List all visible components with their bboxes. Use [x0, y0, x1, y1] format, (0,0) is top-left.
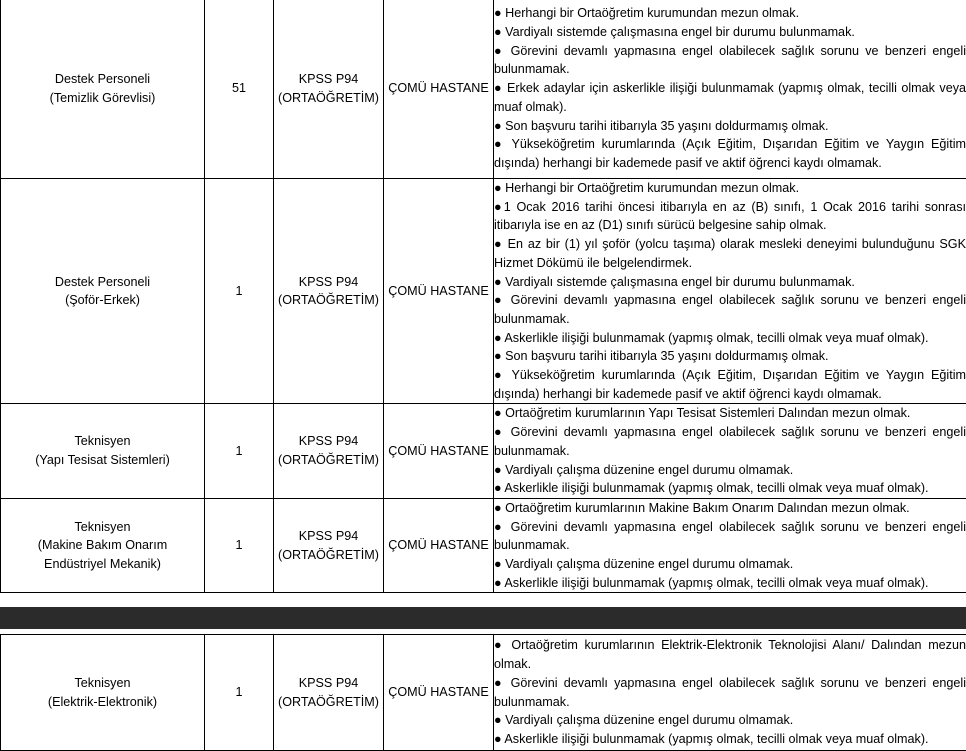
requirement-item: ● Görevini devamlı yapmasına engel olabilecek sağlık sorunu ve benzeri engeli bulunmamak.	[494, 519, 966, 553]
table-row	[1, 498, 966, 593]
unit-name: ÇOMÜ HASTANE	[384, 179, 494, 404]
position-title: Teknisyen	[74, 434, 131, 449]
requirement-item: ● Herhangi bir Ortaöğretim kurumundan mezun olmak.	[494, 181, 800, 195]
kpss-score-type: KPSS P94	[298, 434, 359, 449]
position-title: Teknisyen	[74, 519, 131, 534]
position-subtitle: (Şoför-Erkek)	[65, 293, 140, 308]
kpss-cell	[274, 0, 384, 179]
requirements-cell	[494, 179, 966, 404]
requirement-item: ● Vardiyalı sistemde çalışmasına engel bir durumu bulunmamak.	[494, 25, 855, 40]
requirement-item: ● Görevini devamlı yapmasına engel olabilecek sağlık sorunu ve benzeri engeli bulunmamak.	[494, 675, 966, 709]
kpss-cell	[274, 404, 384, 499]
requirement-item: ● Vardiyalı çalışma düzenine engel durumu olmamak.	[494, 713, 794, 728]
requirement-item: ● Görevini devamlı yapmasına engel olabilecek sağlık sorunu ve benzeri engeli bulunmamak.	[494, 425, 966, 458]
position-count: 1	[205, 498, 274, 593]
requirement-item: ● Askerlikle ilişiği bulunmamak (yapmış olmak, tecilli olmak veya muaf olmak).	[494, 575, 929, 590]
kpss-cell	[274, 179, 384, 404]
education-level: (ORTAÖĞRETİM)	[278, 547, 379, 562]
position-title-cell	[1, 179, 205, 404]
position-title-cell	[1, 404, 205, 499]
requirement-item: ● Askerlikle ilişiği bulunmamak (yapmış olmak, tecilli olmak veya muaf olmak).	[494, 731, 929, 746]
requirement-item: ● Vardiyalı sistemde çalışmasına engel bir durumu bulunmamak.	[494, 274, 855, 289]
kpss-score-type: KPSS P94	[298, 529, 359, 543]
positions-table-continued	[0, 634, 966, 751]
position-title-cell	[1, 498, 205, 593]
requirement-item: ● Vardiyalı çalışma düzenine engel durumu olmamak.	[494, 462, 794, 477]
unit-name: ÇOMÜ HASTANE	[384, 404, 494, 499]
requirement-item: ● Son başvuru tarihi itibarıyla 35 yaşını doldurmamış olmak.	[494, 349, 829, 364]
requirements-cell	[494, 404, 966, 499]
position-title-cell	[1, 0, 205, 179]
unit-name: ÇOMÜ HASTANE	[384, 635, 494, 751]
education-level: (ORTAÖĞRETİM)	[278, 293, 379, 308]
position-count: 1	[205, 635, 274, 751]
position-title: Destek Personeli	[54, 274, 151, 289]
table-row	[1, 179, 966, 404]
requirement-item: ● Görevini devamlı yapmasına engel olabilecek sağlık sorunu ve benzeri engeli bulunmamak.	[494, 293, 966, 326]
table-row	[1, 635, 966, 751]
requirements-cell	[494, 498, 966, 593]
education-level: (ORTAÖĞRETİM)	[278, 694, 379, 709]
requirement-item: ● Yükseköğretim kurumlarında (Açık Eğitim, Dışarıdan Eğitim ve Yaygın Eğitim dışında) herhangi bir kademede pasif ve aktif öğrenci kaydı olmamak.	[494, 368, 966, 401]
position-subtitle: (Temizlik Görevlisi)	[49, 90, 156, 105]
position-title: Destek Personeli	[54, 71, 151, 86]
requirements-cell	[494, 0, 966, 179]
position-title-cell	[1, 635, 205, 751]
position-count: 1	[205, 404, 274, 499]
requirement-item: ● Görevini devamlı yapmasına engel olabilecek sağlık sorunu ve benzeri engeli bulunmamak.	[494, 43, 966, 77]
requirement-item: ● Askerlikle ilişiği bulunmamak (yapmış olmak, tecilli olmak veya muaf olmak).	[494, 330, 929, 345]
position-subtitle: Endüstriyel Mekanik)	[44, 557, 161, 572]
kpss-cell	[274, 498, 384, 593]
requirement-item: ● Ortaöğretim kurumlarının Elektrik-Elektronik Teknolojisi Alanı/ Dalından mezun olmak.	[494, 638, 966, 672]
position-title: Teknisyen	[74, 675, 131, 690]
page-separator-bar	[0, 607, 966, 629]
table-row	[1, 0, 966, 179]
education-level: (ORTAÖĞRETİM)	[278, 453, 379, 468]
requirement-item: ● Ortaöğretim kurumlarının Yapı Tesisat Sistemleri Dalından mezun olmak.	[494, 406, 911, 421]
requirement-item: ● Askerlikle ilişiği bulunmamak (yapmış olmak, tecilli olmak veya muaf olmak).	[494, 481, 929, 496]
position-subtitle: (Makine Bakım Onarım	[37, 538, 168, 553]
position-subtitle: (Yapı Tesisat Sistemleri)	[35, 453, 170, 468]
position-count: 51	[205, 0, 274, 179]
requirement-item: ● Herhangi bir Ortaöğretim kurumundan mezun olmak.	[494, 6, 800, 21]
requirement-item: ● Son başvuru tarihi itibarıyla 35 yaşını doldurmamış olmak.	[494, 118, 829, 133]
education-level: (ORTAÖĞRETİM)	[278, 90, 379, 105]
requirement-item: ● En az bir (1) yıl şoför (yolcu taşıma) olarak mesleki deneyimi bulunduğunu SGK Hizmet Dökümü ile belgelendirmek.	[494, 237, 966, 270]
requirement-item: ● Ortaöğretim kurumlarının Makine Bakım Onarım Dalından mezun olmak.	[494, 500, 910, 515]
table-row	[1, 404, 966, 499]
requirement-item: ● Vardiyalı çalışma düzenine engel durumu olmamak.	[494, 557, 794, 572]
requirement-item: ●1 Ocak 2016 tarihi öncesi itibarıyla en az (B) sınıfı, 1 Ocak 2016 tarihi sonrası itibarıyla ise en az (D1) sınıfı sürücü belgesine sahip olmak.	[494, 199, 966, 233]
kpss-score-type: KPSS P94	[298, 71, 359, 86]
kpss-score-type: KPSS P94	[298, 675, 359, 690]
unit-name: ÇOMÜ HASTANE	[384, 498, 494, 593]
requirement-item: ● Erkek adaylar için askerlikle ilişiği bulunmamak (yapmış olmak, tecilli olmak veya muaf olmak).	[494, 81, 966, 114]
requirement-item: ● Yükseköğretim kurumlarında (Açık Eğitim, Dışarıdan Eğitim ve Yaygın Eğitim dışında) herhangi bir kademede pasif ve aktif öğrenci kaydı olmamak.	[494, 137, 966, 170]
unit-name: ÇOMÜ HASTANE	[384, 0, 494, 179]
position-subtitle: (Elektrik-Elektronik)	[47, 694, 158, 709]
position-count: 1	[205, 179, 274, 404]
kpss-score-type: KPSS P94	[298, 274, 359, 289]
requirements-cell	[494, 635, 966, 751]
kpss-cell	[274, 635, 384, 751]
